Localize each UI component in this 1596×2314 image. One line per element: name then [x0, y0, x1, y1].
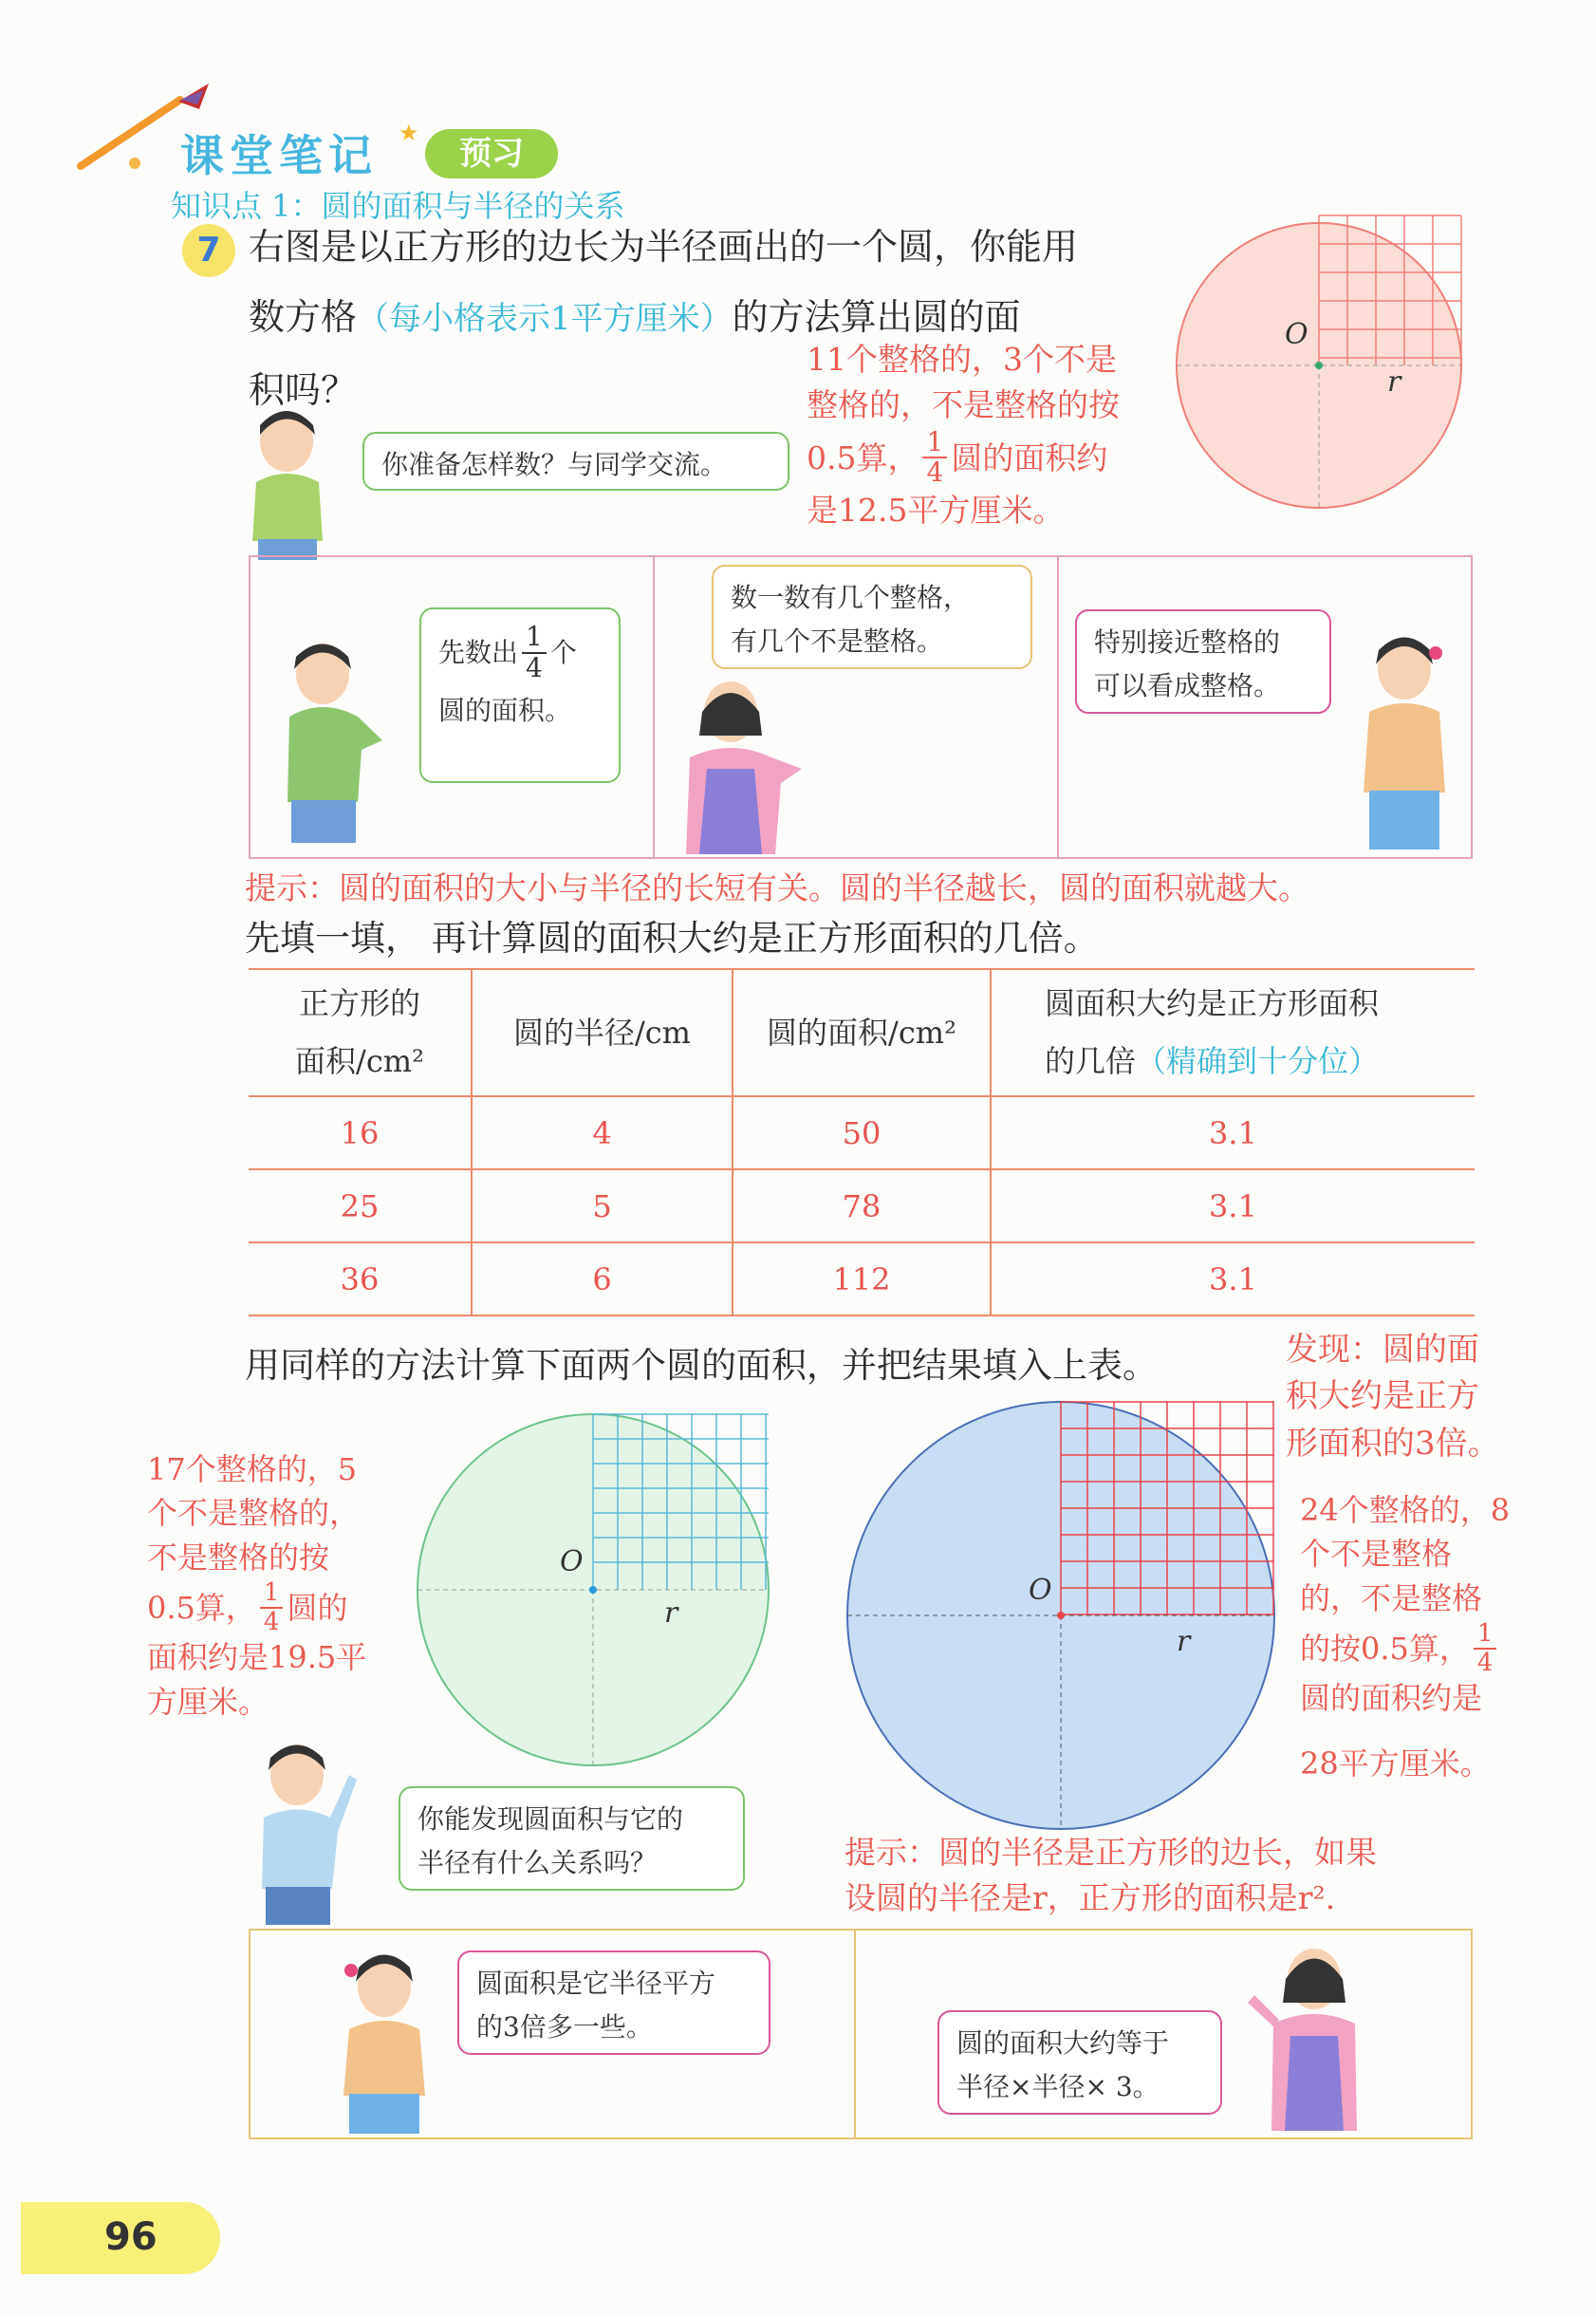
speech-bubble-girl-3: 圆面积是它半径平方 的3倍多一些。: [457, 1950, 770, 2055]
fraction-quarter-3: $\frac{1}{4}$: [260, 1579, 284, 1635]
table-row: 25 5 78 3.1: [249, 1169, 1475, 1242]
radius-label-r-2: r: [664, 1596, 678, 1630]
boy-raising-finger-figure: [245, 1737, 368, 1927]
answer-1: 11个整格的，3个不是 整格的，不是整格的按 0.5算， $\frac{1}{4}$ 圆的面积约 是12.5平方厘米。: [807, 341, 1120, 530]
problem-line-2: 数方格（每小格表示1平方厘米）的方法算出圆的面: [249, 296, 1021, 338]
knowledge-point: 知识点 1：圆的面积与半径的关系: [171, 188, 625, 224]
star-icon: ★: [399, 120, 419, 146]
fraction-quarter-2: $\frac{1}{4}$: [522, 623, 547, 683]
hint-2: 提示：圆的半径是正方形的边长，如果 设圆的半径是r，正方形的面积是r².: [844, 1834, 1377, 1916]
header-circle-area: 圆的面积/cm²: [733, 969, 991, 1096]
instruction-fill: 先填一填， 再计算圆的面积大约是正方形面积的几倍。: [245, 918, 1099, 959]
radius-label-r-3: r: [1177, 1625, 1191, 1658]
problem-number-badge: [182, 224, 235, 277]
radius-label-r: r: [1387, 365, 1401, 399]
header-square-area: 正方形的 面积/cm²: [295, 985, 424, 1079]
answer-3: 24个整格的，8 个不是整格 的，不是整格 的按0.5算， $\frac{1}{4}$ 圆的面积约是 28平方厘米。: [1300, 1492, 1511, 1782]
speech-bubble-count: 数一数有几个整格， 有几个不是整格。: [712, 565, 1032, 669]
center-label-o-2: O: [560, 1545, 584, 1578]
hint-1: 提示：圆的面积的大小与半径的长短有关。圆的半径越长，圆的面积就越大。: [245, 869, 1309, 906]
problem-text: [249, 213, 1160, 281]
table-row: 16 4 50 3.1: [249, 1096, 1475, 1169]
table-row: 36 6 112 3.1: [249, 1242, 1475, 1316]
speech-bubble-near-whole: 特别接近整格的 可以看成整格。: [1075, 609, 1331, 714]
table-header-row: [249, 969, 1475, 1096]
girl-apron-figure-2: [1243, 1936, 1385, 2136]
circle-figure-2: [408, 1405, 778, 1775]
speech-bubble-girl-4: 圆的面积大约等于 半径×半径× 3。: [937, 2010, 1222, 2115]
boy-pointing-figure: [270, 636, 403, 845]
fraction-quarter: $\frac{1}{4}$: [922, 428, 947, 489]
center-label-o: O: [1285, 318, 1308, 351]
brand-title: 课堂笔记: [180, 130, 378, 181]
speech-bubble-quarter: 先数出 $\frac{1}{4}$ 个 圆的面积。: [419, 607, 621, 783]
problem-line-1: 右图是以正方形的边长为半径画出的一个圆，你能用: [249, 226, 1079, 268]
girl-clapping-figure: [323, 1944, 455, 2134]
girl-apron-figure: [669, 674, 811, 854]
girl-orange-figure: [1343, 626, 1466, 854]
problem-line-3: 积吗？: [249, 369, 358, 411]
circle-figure-1: [1167, 214, 1471, 517]
speech-bubble-boy-1: 你准备怎样数？与同学交流。: [362, 432, 789, 491]
problem-number: 7: [196, 231, 221, 270]
instruction-two-circles: 用同样的方法计算下面两个圆的面积，并把结果填入上表。: [245, 1345, 1158, 1386]
unit-hint: （每小格表示1平方厘米）: [357, 300, 733, 338]
data-table: [249, 968, 1475, 1316]
page-number-tab: [21, 2202, 220, 2274]
answer-2: 17个整格的，5 个不是整格的， 不是整格的按 0.5算， $\frac{1}{4}$ 圆的 面积约是19.5平 方厘米。: [147, 1451, 367, 1720]
circle-figure-3: [843, 1397, 1279, 1834]
speech-bubble-boy-2: 你能发现圆面积与它的 半径有什么关系吗？: [399, 1786, 745, 1891]
brand-subtitle-badge: 预习: [425, 129, 558, 178]
fraction-quarter-4: $\frac{1}{4}$: [1474, 1620, 1497, 1676]
page-number: 96: [104, 2215, 158, 2259]
center-label-o-3: O: [1029, 1574, 1052, 1607]
header-ratio: 圆面积大约是正方形面积 的几倍（精确到十分位）: [991, 969, 1475, 1096]
header-radius: 圆的半径/cm: [472, 969, 733, 1096]
discovery-note: 发现：圆的面 积大约是正方 形面积的3倍。: [1286, 1331, 1500, 1463]
boy-thinking-figure: [239, 399, 343, 560]
